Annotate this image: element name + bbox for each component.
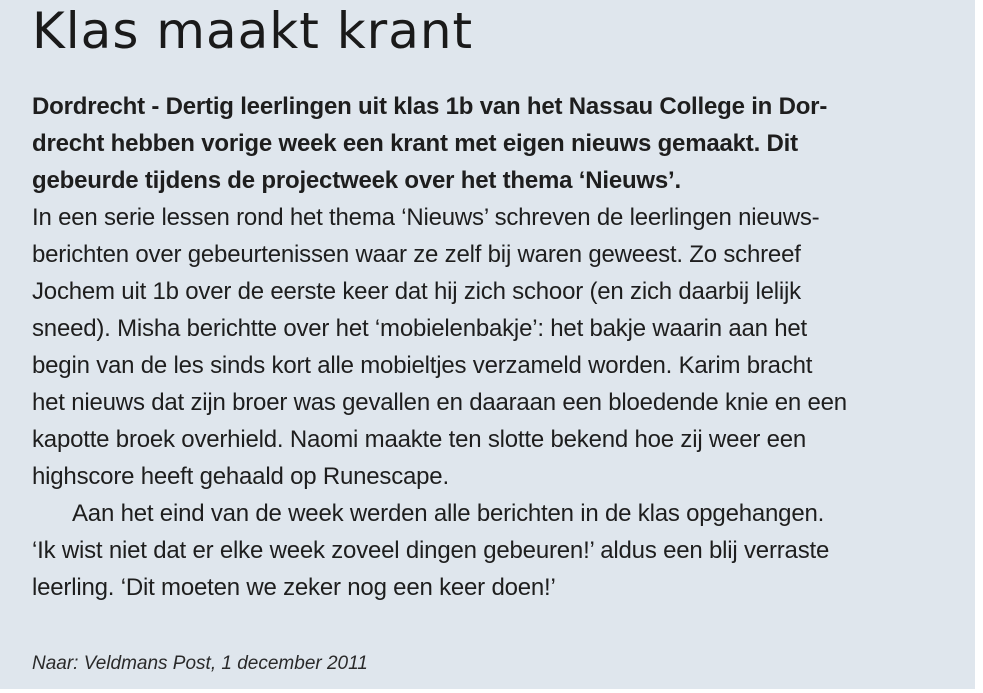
article-title: Klas maakt krant	[32, 2, 474, 60]
paragraph-line: kapotte broek overhield. Naomi maakte ten slotte bekend hoe zij weer een	[32, 426, 807, 453]
paragraph-line: Aan het eind van de week werden alle berichten in de klas opgehangen.	[72, 500, 825, 527]
paragraph-line: sneed). Misha berichtte over het ‘mobielenbakje’: het bakje waarin aan het	[32, 315, 807, 342]
paragraph-line: ‘Ik wist niet dat er elke week zoveel dingen gebeuren!’ aldus een blij verraste	[32, 537, 830, 564]
paragraph-line: het nieuws dat zijn broer was gevallen en daaraan een bloedende knie en een	[32, 389, 847, 416]
paragraph-line: highscore heeft gehaald op Runescape.	[32, 463, 449, 490]
article-paragraph-2	[32, 495, 957, 606]
lead-line: Dordrecht - Dertig leerlingen uit klas 1b van het Nassau College in Dor-	[32, 93, 828, 120]
article-paragraph-1	[32, 199, 957, 495]
article-lead	[32, 88, 957, 199]
paragraph-line: leerling. ‘Dit moeten we zeker nog een keer doen!’	[32, 574, 556, 601]
paragraph-line: begin van de les sinds kort alle mobieltjes verzameld worden. Karim bracht	[32, 352, 813, 379]
paragraph-line: berichten over gebeurtenissen waar ze zelf bij waren geweest. Zo schreef	[32, 241, 801, 268]
paragraph-line: Jochem uit 1b over de eerste keer dat hij zich schoor (en zich daarbij lelijk	[32, 278, 801, 305]
article-body	[32, 88, 957, 606]
paragraph-line: In een serie lessen rond het thema ‘Nieuws’ schreven de leerlingen nieuws-	[32, 204, 820, 231]
article-source: Naar: Veldmans Post, 1 december 2011	[32, 653, 368, 674]
lead-line: drecht hebben vorige week een krant met eigen nieuws gemaakt. Dit	[32, 130, 798, 157]
lead-line: gebeurde tijdens de projectweek over het thema ‘Nieuws’.	[32, 167, 681, 194]
